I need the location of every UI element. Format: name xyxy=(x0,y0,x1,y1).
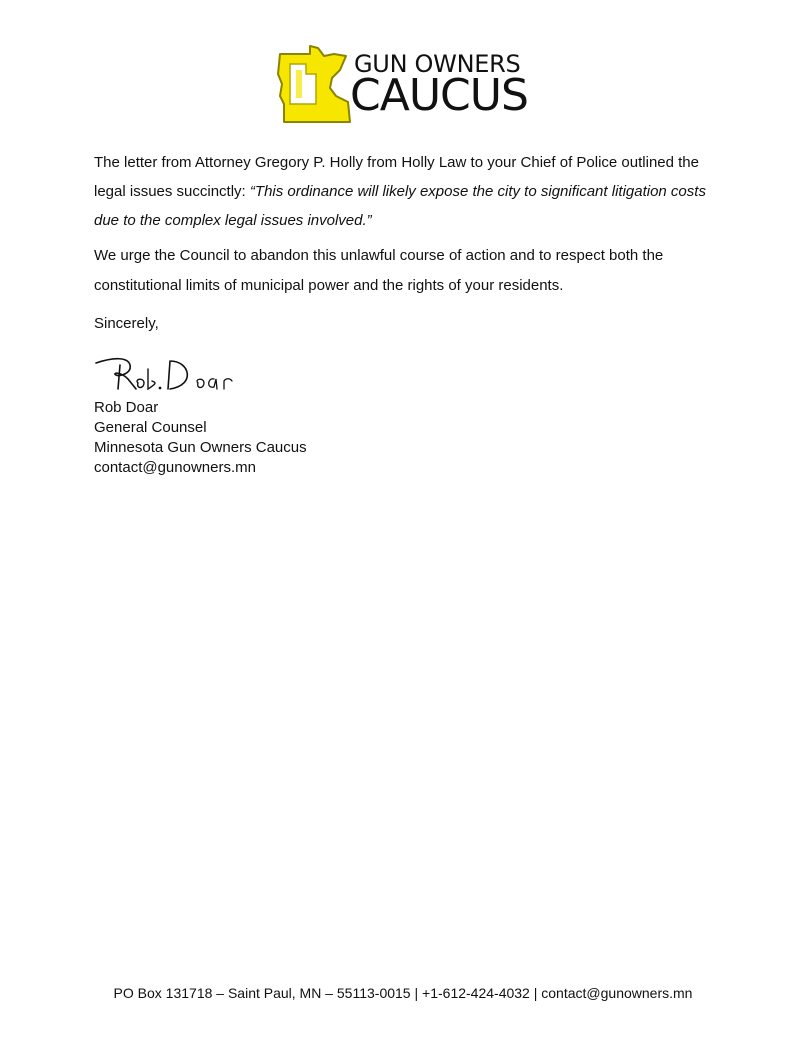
signer-organization: Minnesota Gun Owners Caucus xyxy=(94,439,307,456)
logo-text-caucus: CAUCUS xyxy=(350,70,528,121)
minnesota-state-icon xyxy=(276,44,356,124)
logo-text-gun-owners: GUN OWNERS xyxy=(354,50,521,78)
footer-separator: | xyxy=(414,985,419,1001)
footer-separator: | xyxy=(533,985,538,1001)
signer-email: contact@gunowners.mn xyxy=(94,459,256,476)
closing: Sincerely, xyxy=(94,315,159,332)
footer-phone: +1-612-424-4032 xyxy=(422,985,530,1001)
signer-title: General Counsel xyxy=(94,419,207,436)
paragraph-urge-council: We urge the Council to abandon this unlawful course of action and to respect both the constitutional limits of municipal power and the rights of your residents. xyxy=(94,247,664,294)
signer-name: Rob Doar xyxy=(94,399,159,416)
logo xyxy=(276,44,538,124)
handwritten-signature xyxy=(94,355,244,395)
signature-block xyxy=(94,398,307,478)
paragraph-text: The letter from Attorney Gregory P. Holly from Holly Law to your Chief of Police outlined the legal issues succinctly: xyxy=(94,154,699,200)
quoted-text: “This ordinance will likely expose the city to significant litigation costs due to the complex legal issues involved.” xyxy=(94,183,706,229)
paragraph-attorney-letter xyxy=(94,148,734,235)
footer-email: contact@gunowners.mn xyxy=(541,985,693,1001)
footer-address: PO Box 131718 – Saint Paul, MN – 55113-0015 xyxy=(113,985,411,1001)
footer xyxy=(0,985,806,1001)
